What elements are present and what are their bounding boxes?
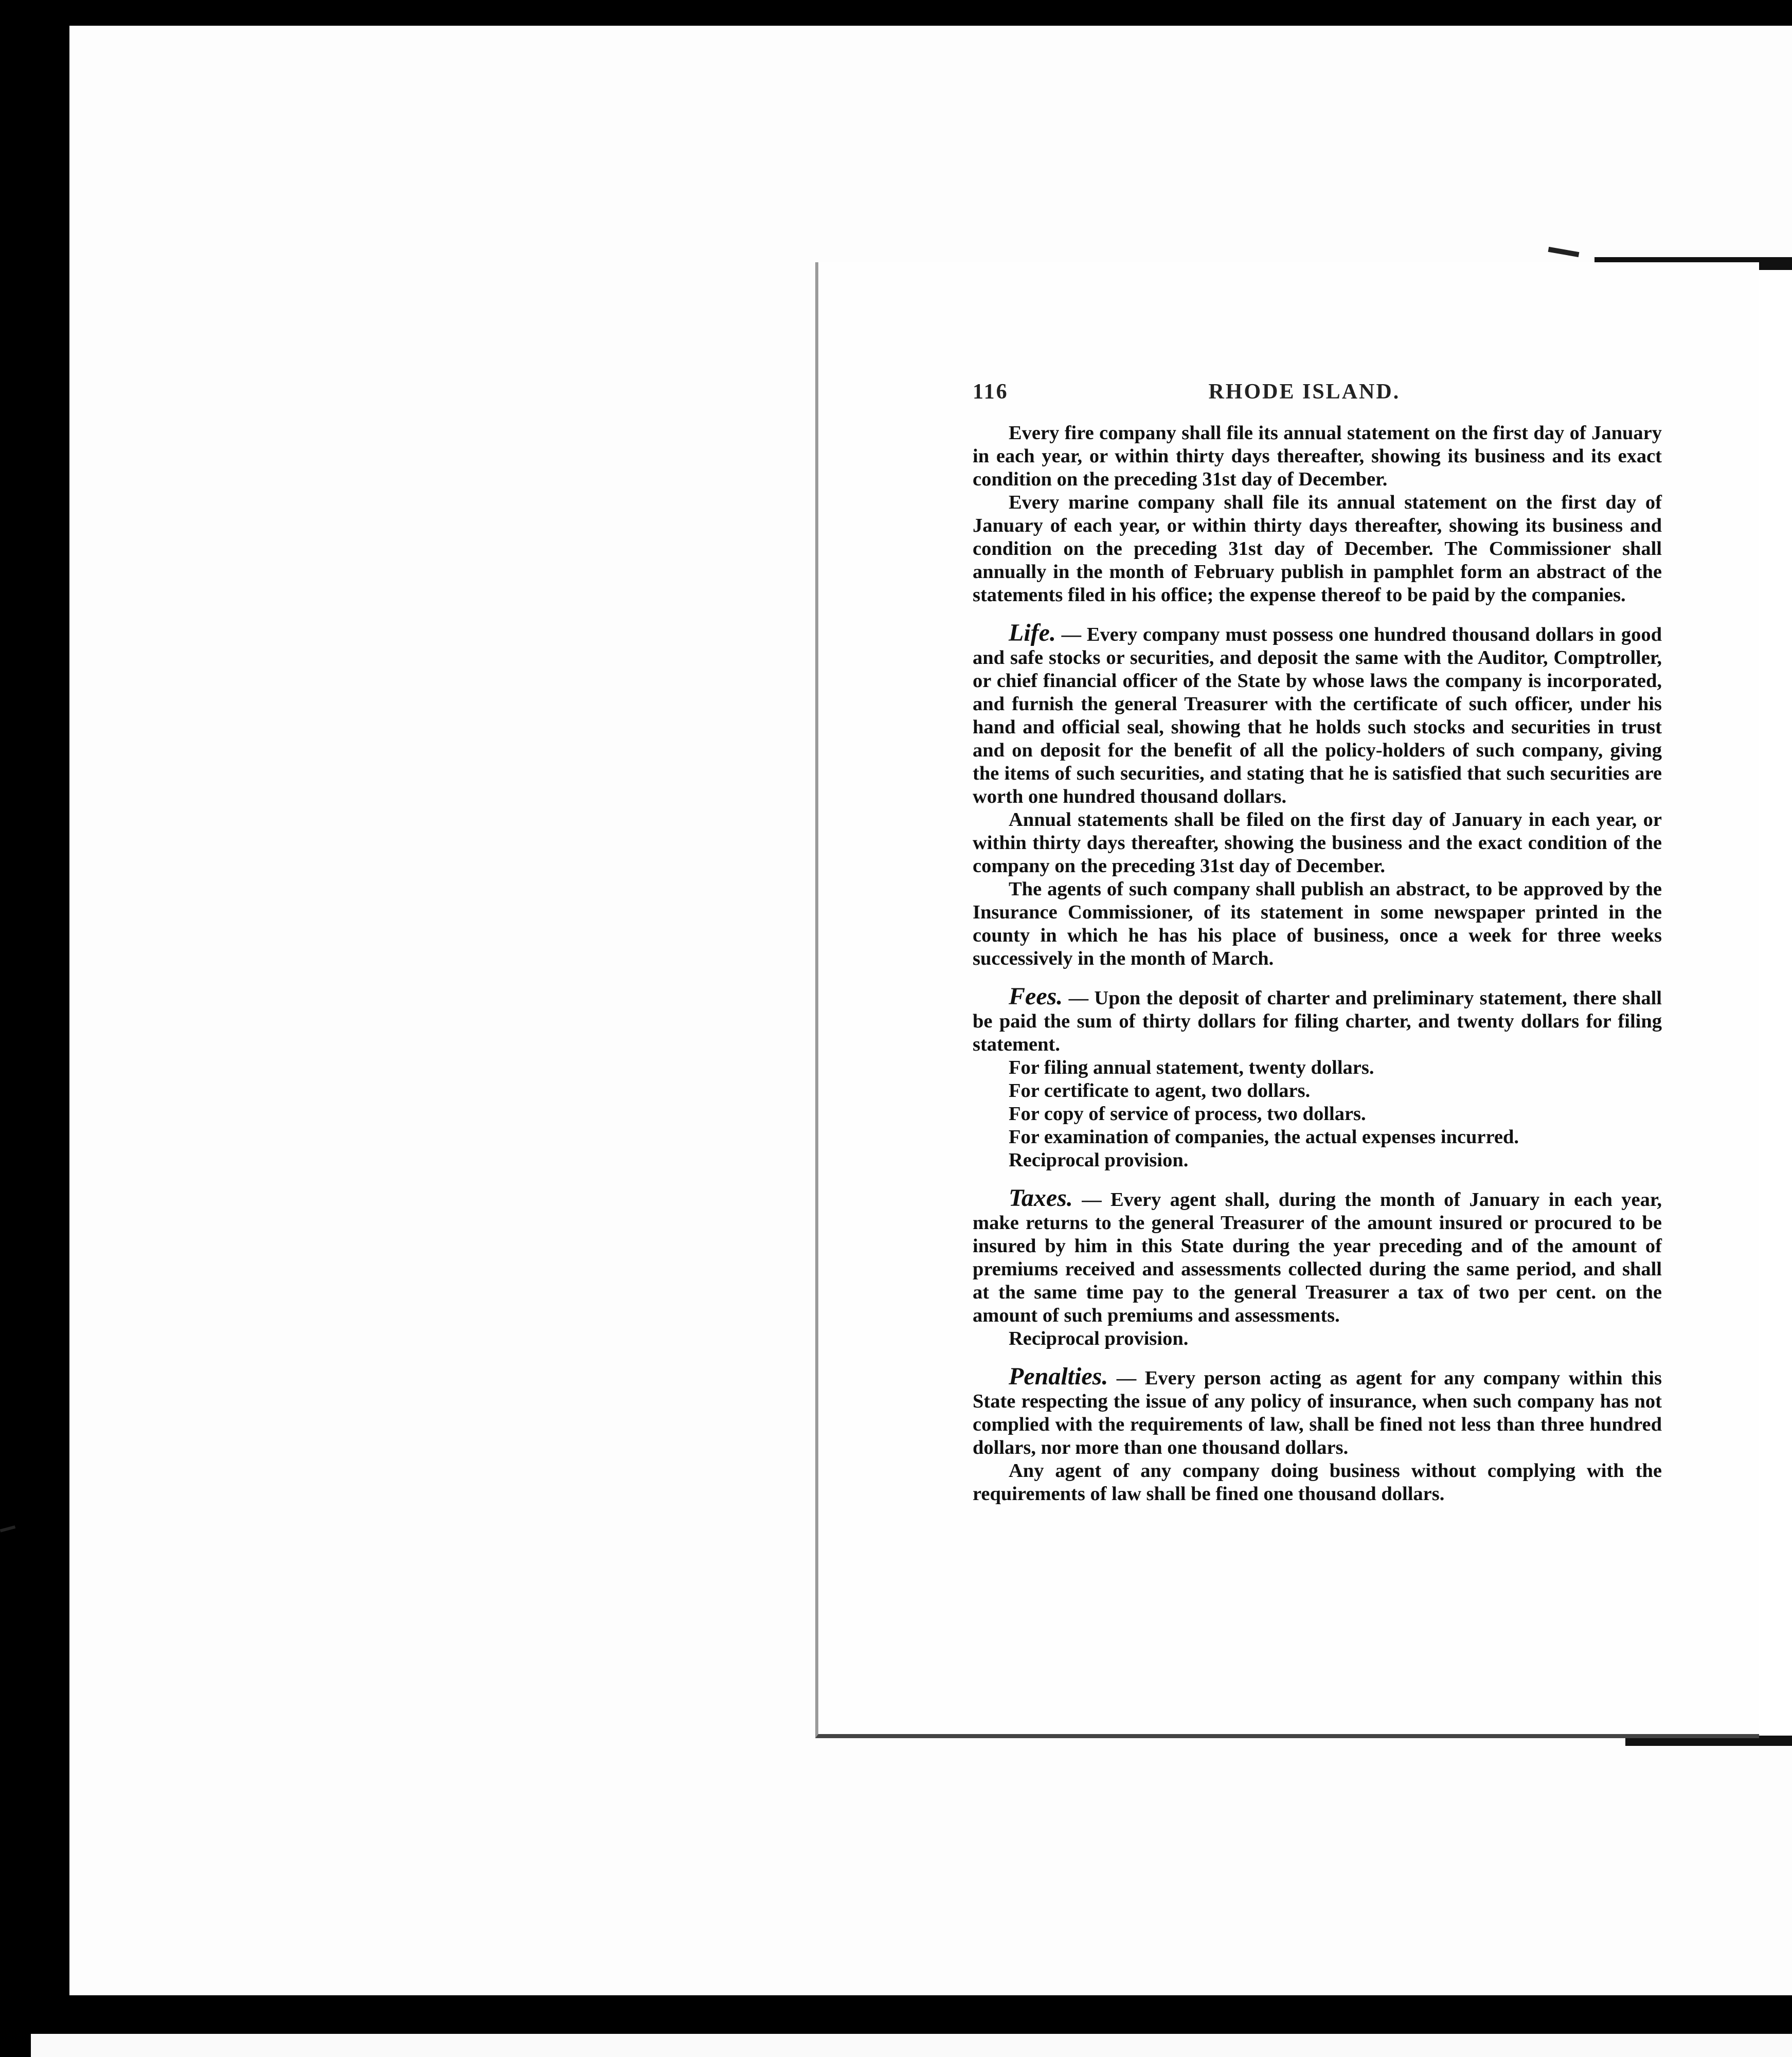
taxes-reciprocal: Reciprocal provision. <box>1009 1328 1189 1349</box>
life-annual-statements: Annual statements shall be filed on the first day of January in each year, or within thirty days thereafter, showing the business and the exact condition of the company on the preceding 31st day of December. <box>973 809 1662 877</box>
life-lead-text: — Every company must possess one hundred thousand dollars in good and safe stocks or securities, and deposit the same with the Auditor, Comptroller, or chief financial officer of the State by whose laws the company is incorporated, and furnish the general Treasurer with the certificate of such officer, under his hand and official seal, showing that he holds such stocks and securities in trust and on deposit for the benefit of all the policy-holders of such company, giving the items of such securities, and stating that he is satisfied that such securities are worth one hundred thousand dollars. <box>973 624 1662 807</box>
fee-item: For certificate to agent, two dollars. <box>1009 1080 1311 1102</box>
running-head <box>973 381 1662 404</box>
fees-lead-text: — Upon the deposit of charter and preliminary statement, there shall be paid the sum of thirty dollars for filing charter, and twenty dollars for filing statement. <box>973 987 1662 1055</box>
fee-item: For filing annual statement, twenty dollars. <box>1009 1057 1374 1078</box>
section-heading-taxes: Taxes. <box>1009 1184 1073 1212</box>
fees-paragraph <box>973 985 1662 1056</box>
page-number: 116 <box>973 380 1009 404</box>
paragraph-marine-companies: Every marine company shall file its annual statement on the first day of January of each year, or within thirty days thereafter, showing its business and condition on the preceding 31st day of December. The Commissioner shall annually in the month of February publish in pamphlet form an abstract of the statements filed in his office; the expense thereof to be paid by the companies. <box>973 492 1662 606</box>
fee-item: For copy of service of process, two dollars. <box>1009 1103 1366 1125</box>
section-heading-fees: Fees. <box>1009 983 1063 1010</box>
taxes-lead-text: — Every agent shall, during the month of January in each year, make returns to the general Treasurer of the amount insured or procured to be insured by him in this State during the year preceding and of the amount of premiums received and assessments collected during the same period, and shall at the same time pay to the general Treasurer a tax of two per cent. on the amount of such premiums and assessments. <box>973 1189 1662 1326</box>
fee-item: Reciprocal provision. <box>1009 1149 1189 1171</box>
section-penalties <box>973 1365 1662 1506</box>
page-title: RHODE ISLAND. <box>1208 380 1401 404</box>
section-fees <box>973 985 1662 1172</box>
section-life <box>973 621 1662 970</box>
fee-item: For examination of companies, the actual expenses incurred. <box>1009 1126 1519 1148</box>
scan-bottom-strip <box>31 2034 1792 2057</box>
penalties-lead-text: — Every person acting as agent for any company within this State respecting the issue of any policy of insurance, when such company has not complied with the requirements of law, shall be fined not less than three hundred dollars, nor more than one thousand dollars. <box>973 1367 1662 1458</box>
paragraph-fire-companies: Every fire company shall file its annual statement on the first day of January in each year, or within thirty days thereafter, showing its business and its exact condition on the preceding 31st day of December. <box>973 422 1662 490</box>
life-agents-abstract: The agents of such company shall publish an abstract, to be approved by the Insurance Commissioner, of its statement in some newspaper printed in the county in which he has his place of business, once a week for three weeks successively in the month of March. <box>973 878 1662 969</box>
section-taxes <box>973 1186 1662 1350</box>
life-paragraph <box>973 621 1662 808</box>
section-heading-penalties: Penalties. <box>1009 1363 1108 1390</box>
book-page <box>815 262 1759 1738</box>
section-heading-life: Life. <box>1009 619 1056 646</box>
penalties-agent-fine: Any agent of any company doing business without complying with the requirements of law shall be fined one thousand dollars. <box>973 1460 1662 1505</box>
page-text <box>973 381 1662 1506</box>
penalties-paragraph <box>973 1365 1662 1459</box>
scan-top-border <box>0 0 1792 26</box>
taxes-paragraph <box>973 1186 1662 1327</box>
scan-left-border <box>0 26 26 2016</box>
